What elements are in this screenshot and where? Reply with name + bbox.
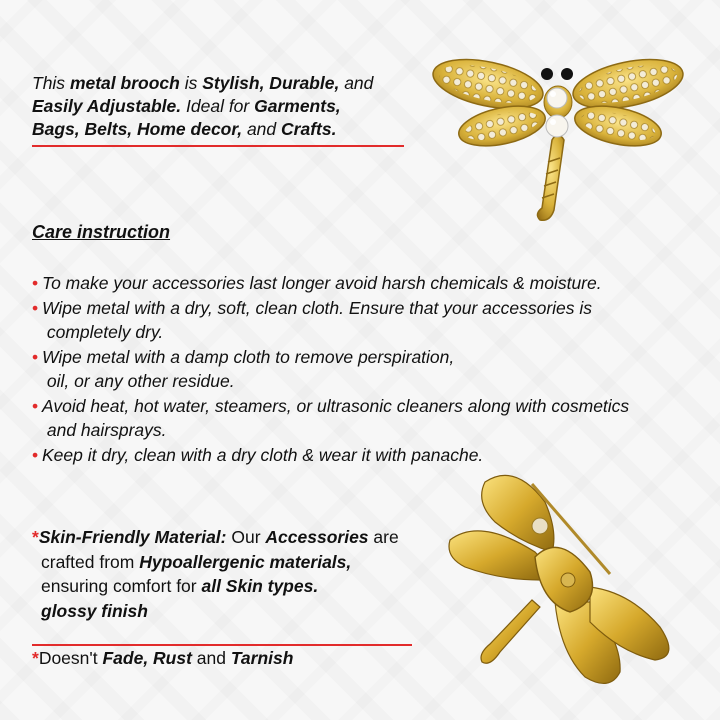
list-item: • Keep it dry, clean with a dry cloth & wear it with panache. <box>32 444 484 465</box>
dragonfly-front-image <box>430 50 690 230</box>
care-title: Care instruction <box>32 222 171 242</box>
list-item: • To make your accessories last longer avoid harsh chemicals & moisture. <box>32 273 602 293</box>
list-item: • Avoid heat, hot water, steamers, or ultrasonic cleaners along with cosmetics and hairsprays. <box>32 395 630 440</box>
list-item: • Wipe metal with a damp cloth to remove perspiration, oil, or any other residue. <box>32 346 455 391</box>
skin-divider <box>32 644 412 646</box>
intro-divider <box>32 145 404 147</box>
intro-text: This metal brooch is Stylish, Durable, and Easily Adjustable. Ideal for Garments, Bags, Belts, Home decor, and Crafts. <box>32 73 374 139</box>
care-list <box>32 271 672 467</box>
list-item: • Wipe metal with a dry, soft, clean cloth. Ensure that your accessories is completely dry. <box>32 297 593 342</box>
dragonfly-back-image <box>440 462 690 702</box>
skin-friendly-text: *Skin-Friendly Material: Our Accessories are crafted from Hypoallergenic materials, ensuring comfort for all Skin types. glossy finish <box>32 527 399 621</box>
no-fade-text: *Doesn't Fade, Rust and Tarnish <box>32 648 294 668</box>
